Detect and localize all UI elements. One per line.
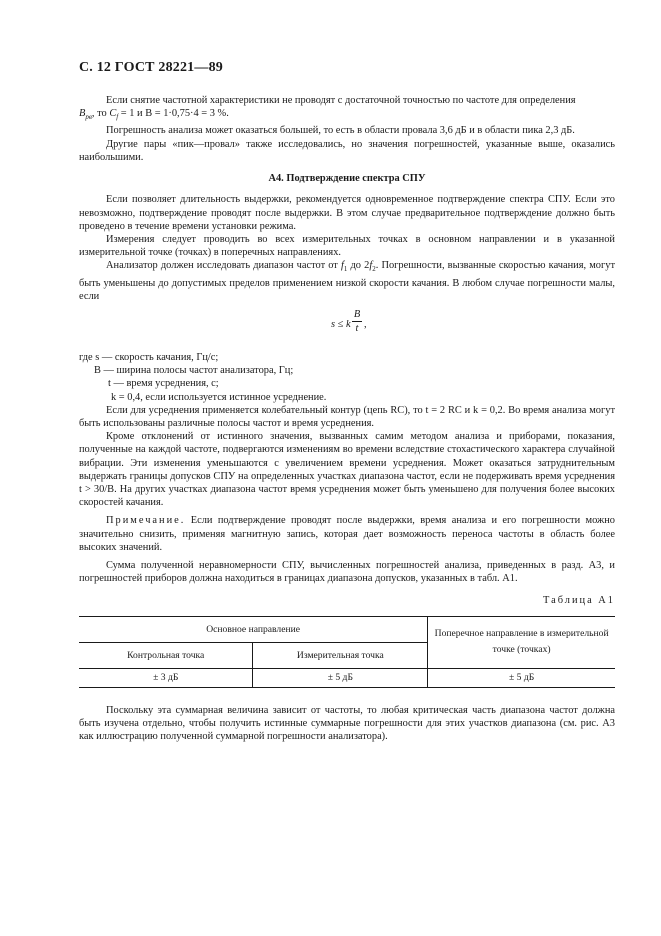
value-measure-point: ± 5 дБ <box>253 668 428 687</box>
section-paragraph-1: Если позволяет длительность выдержки, рекомендуется одновременное подтверждение спектра СПУ. Если это невозможно, подтверждение проводят после выдержки. В этом случае предварительное подтверждение должно быть проведено в течение времени установки режима. <box>79 194 615 232</box>
formula-denominator: t <box>355 323 359 334</box>
symbol-f1-sub: 1 <box>343 265 348 274</box>
header-cross-direction: Поперечное направление в измерительной точке (точках) <box>428 616 615 668</box>
para2-paragraph-1: Если для усреднения применяется колебательный контур (цепь RC), то t = 2 RC и k = 0,2. Во время анализа могут быть использованы различные полосы частот и время усреднения. <box>79 404 615 430</box>
header-measure-point: Измерительная точка <box>253 642 428 668</box>
formula-comma: , <box>364 319 367 330</box>
intro-paragraph-3: Другие пары «пик—провал» также исследовались, но значения погрешностей, указанные выше, оказались наибольшими. <box>79 138 615 163</box>
formula-fraction <box>352 308 362 335</box>
where-line-k: k = 0,4, если используется истинное усреднение. <box>111 391 327 403</box>
symbol-b: B <box>79 108 86 120</box>
p3-text-e: . Погрешности, вызванные скоростью качания, могут быть уменьшены до допустимых пределов применением низкой скорости качания. В любом случае погрешности малы, если <box>79 260 616 302</box>
symbol-f1: f <box>340 260 344 272</box>
page-header: С. 12 ГОСТ 28221—89 <box>79 60 223 75</box>
formula-lhs: s ≤ k <box>331 319 351 330</box>
intro-text-2: , то <box>91 108 107 120</box>
header-main-direction: Основное направление <box>79 616 428 642</box>
where-line-t: t — время усреднения, с; <box>108 378 219 390</box>
section-paragraph-3 <box>79 259 615 303</box>
closing-paragraph: Поскольку эта суммарная величина зависит от частоты, то любая критическая часть диапазона частот должна быть изучена отдельно, чтобы получить истинные суммарные погрешности для этих участков диапазона (см. рис. А3 как иллюстрацию полученной суммарной погрешности анализатора). <box>79 704 615 743</box>
p3-text-a: Анализатор должен исследовать диапазон частот от <box>106 260 341 272</box>
header-control-point: Контрольная точка <box>79 642 253 668</box>
section-paragraph-2: Измерения следует проводить во всех измерительных точках в основном направлении и в указанной измерительной точке (точках) в поперечных направлениях. <box>79 233 615 259</box>
sweep-formula <box>79 308 615 342</box>
para2-paragraph-2: Кроме отклонений от истинного значения, вызванных самим методом анализа и приборами, показания, полученные на каждой частоте, подвергаются изменениям во времени вследствие стохастического характера случайной вибрации. Эти изменения уменьшаются с увеличением времени усреднения. Может оказаться затруднительным выдержать границы допусков СПУ на определенных участках диапазона частот, если не подерживать время усреднения t > 30/B. На других участках диапазона частот время усреднения может быть уменьшено для получения более высоких скоростей качания. <box>79 431 615 509</box>
where-line-b: B — ширина полосы частот анализатора, Гц; <box>94 365 294 377</box>
table-caption: Таблица А1 <box>543 595 615 607</box>
symbol-b-sub: рв <box>85 113 92 122</box>
symbol-f2: f <box>369 260 373 272</box>
note-paragraph <box>79 514 615 554</box>
symbol-c: C <box>109 108 117 120</box>
intro-paragraph-2: Погрешность анализа может оказаться большей, то есть в области провала 3,6 дБ и в области пика 2,3 дБ. <box>106 125 575 137</box>
note-label: Примечание. <box>106 515 186 527</box>
intro-text-3: = 1 и B = 1·0,75·4 = 3 %. <box>118 108 229 120</box>
symbol-f2-sub: 2 <box>372 265 376 274</box>
intro-line-1 <box>79 94 615 107</box>
section-title: А4. Подтверждение спектра СПУ <box>268 173 426 185</box>
where-list <box>79 351 615 404</box>
intro-line-2 <box>79 107 615 124</box>
document-body <box>79 94 615 743</box>
para2-paragraph-3: Сумма полученной неравномерности СПУ, вычисленных погрешностей анализа, приведенных в разд. А3, и погрешностей приборов должна находиться в границах диапазона допусков, указанных в табл. А1. <box>79 560 615 585</box>
formula-numerator: B <box>353 309 361 320</box>
intro-text-1: Если снятие частотной характеристики не проводят с достаточной точностью по частоте для определения <box>106 95 576 106</box>
note-text: Если подтверждение проводят после выдержки, время анализа и его погрешности можно значительно снизить, применяя магнитную запись, которая дает возможность переноса частоты в область более высоких значений. <box>79 515 615 553</box>
where-line-s: где s — скорость качания, Гц/с; <box>79 352 219 363</box>
table-a1 <box>79 616 615 688</box>
value-cross-direction: ± 5 дБ <box>428 668 615 687</box>
symbol-c-sub: f <box>116 113 119 122</box>
p3-text-c: до 2 <box>347 260 370 272</box>
value-control-point: ± 3 дБ <box>79 668 253 687</box>
